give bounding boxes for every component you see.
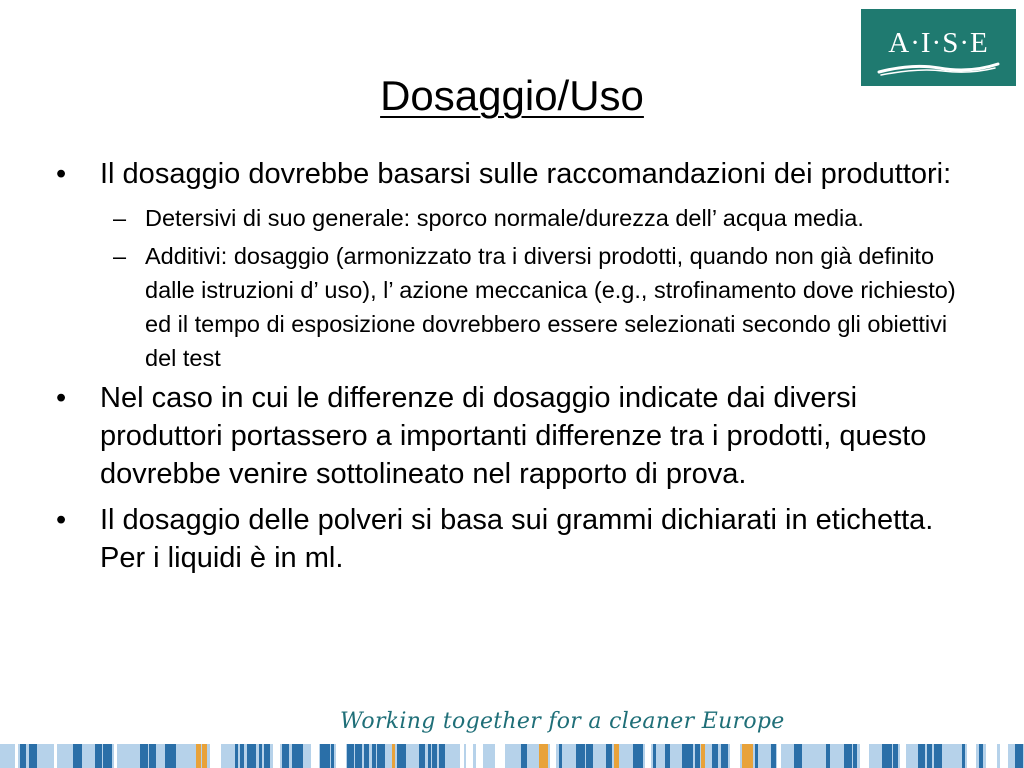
footer-stripe — [247, 744, 256, 768]
slide-content — [56, 155, 956, 585]
footer-stripe — [826, 744, 830, 768]
footer-stripe — [833, 744, 842, 768]
footer-stripe — [962, 744, 965, 768]
footer-stripe — [364, 744, 369, 768]
footer-stripe — [576, 744, 585, 768]
footer-stripe — [39, 744, 44, 768]
footer-stripe — [377, 744, 385, 768]
footer-stripe — [695, 744, 700, 768]
footer-stripe — [486, 744, 492, 768]
footer-stripe — [15, 744, 18, 768]
footer-stripe — [331, 744, 334, 768]
footer-stripe — [419, 744, 425, 768]
footer-stripe — [759, 744, 768, 768]
footer-stripe — [60, 744, 64, 768]
footer-stripe — [1009, 744, 1014, 768]
footer-stripe — [397, 744, 406, 768]
footer-stripe — [682, 744, 693, 768]
footer-stripe — [29, 744, 37, 768]
footer-stripe — [259, 744, 262, 768]
footer-stripe — [665, 744, 670, 768]
footer-stripe — [264, 744, 270, 768]
footer-stripe — [114, 744, 117, 768]
footer-stripe — [794, 744, 802, 768]
footer-stripe — [721, 744, 728, 768]
bullet-dosing-recommendations: • Il dosaggio dovrebbe basarsi sulle raccomandazioni dei produttori: — [56, 155, 956, 193]
footer-stripe — [658, 744, 663, 768]
footer-stripe — [292, 744, 303, 768]
footer-stripe — [387, 744, 390, 768]
footer-stripe — [521, 744, 527, 768]
slide-title: Dosaggio/Uso — [380, 72, 644, 119]
footer-stripe — [178, 744, 185, 768]
footer-stripe — [235, 744, 238, 768]
footer-stripe — [54, 744, 57, 768]
footer-stripe — [447, 744, 458, 768]
footer-stripe — [708, 744, 711, 768]
footer-stripe — [476, 744, 483, 768]
footer-stripe — [730, 744, 740, 768]
footer-stripe — [967, 744, 976, 768]
footer-stripe — [336, 744, 346, 768]
footer-stripe — [320, 744, 330, 768]
footer-stripe — [594, 744, 605, 768]
footer-stripe — [633, 744, 643, 768]
footer-stripe — [428, 744, 431, 768]
footer-stripe — [140, 744, 148, 768]
footer-stripe — [460, 744, 464, 768]
footer-stripe — [844, 744, 852, 768]
footer-stripe — [564, 744, 575, 768]
footer-stripe — [645, 744, 651, 768]
footer-stripe — [495, 744, 505, 768]
footer-stripe — [20, 744, 26, 768]
footer-stripe — [550, 744, 556, 768]
footer-stripe — [304, 744, 308, 768]
footer-stripe — [311, 744, 319, 768]
footer-stripe — [8, 744, 13, 768]
footer-stripe — [559, 744, 562, 768]
footer-stripe — [347, 744, 354, 768]
footer-stripe — [771, 744, 776, 768]
footer-stripe — [934, 744, 942, 768]
footer-stripe — [466, 744, 473, 768]
footer-stripe — [909, 744, 917, 768]
footer-stripe — [210, 744, 221, 768]
footer-stripe — [118, 744, 128, 768]
footer-stripe — [944, 744, 952, 768]
footer-stripe — [671, 744, 680, 768]
footer-stripe — [853, 744, 857, 768]
footer-stripe — [979, 744, 983, 768]
footer-stripe — [73, 744, 82, 768]
footer-stripe — [372, 744, 376, 768]
footer-stripe — [1000, 744, 1008, 768]
footer-stripe — [882, 744, 892, 768]
footer-stripe — [273, 744, 280, 768]
footer-stripe — [755, 744, 758, 768]
bullet-dosing-differences: • Nel caso in cui le differenze di dosaggio indicate dai diversi produttori portassero a importanti differenze tra i prodotti, questo dovrebbe venire sottolineato nel rapporto di prova. — [56, 379, 956, 493]
footer-stripe — [818, 744, 824, 768]
footer-stripe — [783, 744, 793, 768]
footer-stripe — [0, 744, 7, 768]
footer-stripe — [530, 744, 537, 768]
footer-stripe — [202, 744, 207, 768]
footer-stripe — [188, 744, 195, 768]
footer-stripe — [282, 744, 289, 768]
footer-stripe — [620, 744, 631, 768]
footer-stripe — [860, 744, 869, 768]
footer-stripe — [157, 744, 163, 768]
footer-stripe — [196, 744, 201, 768]
footer-stripe — [539, 744, 548, 768]
footer-stripe — [986, 744, 997, 768]
footer-stripe — [953, 744, 956, 768]
sub-bullet-detergents: – Detersivi di suo generale: sporco normale/durezza dell’ acqua media. — [56, 201, 956, 235]
footer-stripe — [805, 744, 816, 768]
footer-stripe — [958, 744, 961, 768]
footer-stripe — [103, 744, 112, 768]
footer-stripe — [701, 744, 705, 768]
sub-bullet-additives: – Additivi: dosaggio (armonizzato tra i diversi prodotti, quando non già definito dalle istruzioni d’ uso), l’ azione meccanica (e.g., strofinamento dove richiesto) ed il tempo di esposizione dovrebbero essere selezionati secondo gli obiettivi del test — [56, 239, 956, 375]
footer-tagline: Working together for a cleaner Europe — [340, 709, 785, 734]
footer-stripe — [439, 744, 445, 768]
footer-stripe — [927, 744, 932, 768]
footer-stripe — [432, 744, 437, 768]
footer-stripe — [900, 744, 906, 768]
footer-stripe — [893, 744, 898, 768]
footer-stripe — [871, 744, 881, 768]
footer-stripe — [95, 744, 102, 768]
footer-stripe — [918, 744, 925, 768]
footer-stripe — [67, 744, 71, 768]
footer-stripe-pattern — [0, 744, 1024, 768]
footer-stripe — [224, 744, 233, 768]
bullet-powder-liquid-dosing: • Il dosaggio delle polveri si basa sui grammi dichiarati in etichetta. Per i liquidi è in ml. — [56, 501, 956, 577]
footer-stripe — [712, 744, 718, 768]
footer-stripe — [83, 744, 94, 768]
footer-stripe — [240, 744, 244, 768]
footer-stripe — [45, 744, 53, 768]
footer-stripe — [742, 744, 753, 768]
footer-stripe — [777, 744, 781, 768]
footer-stripe — [129, 744, 137, 768]
footer-stripe — [165, 744, 176, 768]
footer-stripe — [586, 744, 593, 768]
footer-stripe — [653, 744, 656, 768]
footer-stripe — [409, 744, 418, 768]
footer-stripe — [507, 744, 518, 768]
footer-stripe — [606, 744, 612, 768]
footer-stripe — [355, 744, 362, 768]
footer-stripe — [392, 744, 395, 768]
logo-text: A·I·S·E — [888, 27, 989, 59]
footer-stripe — [614, 744, 619, 768]
footer-stripe — [149, 744, 156, 768]
footer-stripe — [1015, 744, 1023, 768]
